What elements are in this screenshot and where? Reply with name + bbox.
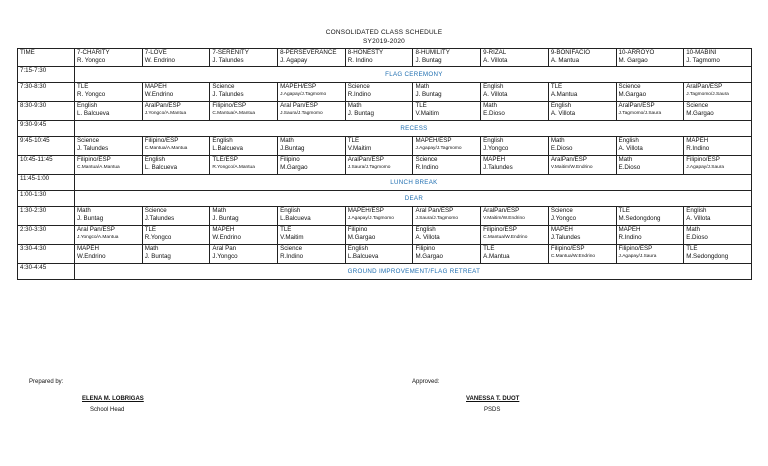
section-adviser: J. Talundes (212, 57, 244, 64)
teacher: R.Indino (415, 164, 439, 171)
section-header (413, 49, 481, 67)
subject: MAPEH (483, 156, 506, 163)
schedule-cell (684, 207, 752, 226)
subject: Math (347, 102, 362, 109)
subject: TLE (618, 207, 630, 214)
teacher: J.Talundes (550, 234, 581, 241)
row-time: 9:45-10:45 (18, 137, 75, 156)
subject: English (280, 207, 301, 214)
schedule-cell (142, 102, 210, 121)
teacher: A.Mantua (483, 253, 510, 260)
band-time: 1:00-1:30 (18, 191, 75, 207)
section-name: 10-ARROYO (618, 49, 655, 56)
schedule-cell (278, 83, 346, 102)
subject: English (212, 137, 233, 144)
band-row-flag_ceremony (18, 67, 752, 83)
band-label: LUNCH BREAK (75, 175, 752, 191)
subject: English (618, 137, 639, 144)
teacher: L.Balcueva (280, 215, 311, 222)
school-year: SY2019-2020 (363, 38, 405, 45)
subject: TLE (347, 137, 360, 144)
teacher: V.Maitim (280, 234, 304, 241)
teacher: J. Buntag (347, 110, 374, 117)
band-label: DEAR (75, 191, 752, 207)
teacher: J. Talundes (212, 91, 244, 98)
schedule-cell (345, 137, 413, 156)
schedule-cell (481, 102, 549, 121)
subject: English (77, 102, 98, 109)
subject: Science (415, 156, 438, 163)
subject: Aral Pan/ESP (415, 207, 454, 214)
section-header (616, 49, 684, 67)
teacher: J.Yongco/A.Mantua (77, 235, 119, 240)
subject: MAPEH (618, 226, 641, 233)
schedule-cell (481, 137, 549, 156)
teacher: A. Villota (415, 234, 440, 241)
band-row-lunch (18, 175, 752, 191)
section-adviser: R. Indino (347, 57, 373, 64)
schedule-cell (75, 245, 143, 264)
schedule-cell (548, 245, 616, 264)
teacher: R.Indino (280, 253, 304, 260)
schedule-cell (481, 156, 549, 175)
subject: Filipino/ESP (144, 137, 179, 144)
teacher: R. Yongco (77, 91, 106, 98)
subject: TLE (550, 83, 563, 90)
section-name: 8-HONESTY (347, 49, 384, 56)
schedule-table (17, 48, 752, 280)
section-name: 7-LOVE (144, 49, 167, 56)
schedule-cell (210, 137, 278, 156)
schedule-cell (142, 245, 210, 264)
band-label: GROUND IMPROVEMENT/FLAG RETREAT (75, 264, 752, 280)
section-header (278, 49, 346, 67)
teacher: A. Villota (550, 110, 576, 117)
schedule-cell (481, 226, 549, 245)
band-label: RECESS (75, 121, 752, 137)
teacher: A. Villota (618, 145, 643, 152)
section-name: 7-SERENITY (212, 49, 249, 56)
teacher: J. Buntag (212, 215, 239, 222)
subject: TLE (144, 226, 157, 233)
schedule-cell (210, 156, 278, 175)
schedule-row (18, 226, 752, 245)
teacher: V.Maitim (347, 145, 372, 152)
band-time: 11:45-1:00 (18, 175, 75, 191)
section-name: TIME (20, 49, 35, 56)
schedule-cell (413, 226, 481, 245)
schedule-cell (413, 245, 481, 264)
subject: Science (618, 83, 641, 90)
teacher: J.Yongco (212, 253, 238, 260)
subject: Math (550, 137, 565, 144)
teacher: J. Buntag (415, 91, 442, 98)
schedule-cell (684, 102, 752, 121)
section-name: 9-RIZAL (483, 49, 507, 56)
subject: English (686, 207, 707, 214)
teacher: C.Mantua/W.Endrino (550, 254, 596, 259)
teacher: E.Dioso (483, 110, 505, 117)
schedule-cell (481, 207, 549, 226)
schedule-cell (142, 156, 210, 175)
teacher: A.Mantua (550, 91, 578, 98)
section-name: 9-BONIFACIO (550, 49, 591, 56)
teacher: J. Buntag (144, 253, 171, 260)
schedule-cell (616, 83, 684, 102)
schedule-cell (548, 102, 616, 121)
subject: Aral Pan/ESP (280, 102, 318, 109)
schedule-cell (75, 102, 143, 121)
row-time: 7:30-8:30 (18, 83, 75, 102)
teacher: J.Tagmomo/J.Saura (618, 111, 662, 116)
teacher: J.Saura/J.Tagmomo (347, 165, 391, 170)
row-time: 2:30-3:30 (18, 226, 75, 245)
subject: MAPEH (212, 226, 235, 233)
subject: Science (77, 137, 100, 144)
schedule-cell (278, 245, 346, 264)
schedule-cell (345, 83, 413, 102)
schedule-cell (413, 137, 481, 156)
section-adviser: A. Villota (483, 57, 508, 64)
teacher: V.Maitim/W.Endrino (483, 216, 525, 221)
subject: AralPan/ESP (483, 207, 520, 214)
subject: MAPEH/ESP (347, 207, 384, 214)
subject: TLE (280, 226, 292, 233)
schedule-cell (75, 83, 143, 102)
teacher: R.Indino (347, 91, 371, 98)
schedule-cell (616, 156, 684, 175)
subject: English (415, 226, 436, 233)
subject: Filipino/ESP (550, 245, 585, 252)
subject: MAPEH (686, 137, 709, 144)
subject: AralPan/ESP (347, 156, 384, 163)
section-name: 7-CHARITY (77, 49, 110, 56)
subject: Math (618, 156, 633, 163)
schedule-cell (210, 83, 278, 102)
schedule-row (18, 156, 752, 175)
subject: Math (77, 207, 91, 214)
schedule-cell (413, 83, 481, 102)
teacher: J. Buntag (77, 215, 104, 222)
subject: MAPEH/ESP (415, 137, 452, 144)
teacher: J.Tagmomo/J.Saura (686, 92, 729, 97)
teacher: W.Endrino (77, 253, 106, 260)
subject: Math (212, 207, 227, 214)
teacher: E.Dioso (550, 145, 573, 152)
subject: TLE/ESP (212, 156, 238, 163)
subject: English (144, 156, 165, 163)
teacher: C.Mantua/A.Mantua (212, 111, 256, 116)
subject: TLE (77, 83, 89, 90)
schedule-cell (481, 83, 549, 102)
teacher: J.Talundes (483, 164, 513, 171)
teacher: J.Agapay/J.Tagmomo (280, 92, 327, 97)
teacher: M.Sedongdong (618, 215, 661, 222)
schedule-cell (684, 156, 752, 175)
band-row-recess (18, 121, 752, 137)
subject: TLE (483, 245, 495, 252)
schedule-cell (278, 207, 346, 226)
teacher: J.Yongco (550, 215, 577, 222)
teacher: M.Sedongdong (686, 253, 729, 260)
subject: English (347, 245, 369, 252)
section-name: 8-PERSEVERANCE (280, 49, 337, 56)
schedule-cell (616, 207, 684, 226)
band-label: FLAG CEREMONY (75, 67, 752, 83)
schedule-cell (616, 226, 684, 245)
subject: Science (280, 245, 303, 252)
subject: AralPan/ESP (686, 83, 723, 90)
subject: MAPEH (144, 83, 167, 90)
schedule-cell (684, 226, 752, 245)
schedule-cell (75, 226, 143, 245)
subject: Filipino/ESP (618, 245, 653, 252)
schedule-cell (616, 102, 684, 121)
band-row-dear (18, 191, 752, 207)
section-adviser: A. Mantua (550, 57, 580, 64)
section-header (481, 49, 549, 67)
section-header (142, 49, 210, 67)
section-name: 10-MABINI (686, 49, 717, 56)
teacher: R.Yongco (144, 234, 172, 241)
teacher: J.Agapay/J.Tagmomo (347, 216, 394, 221)
subject: Math (415, 83, 430, 90)
schedule-cell (210, 245, 278, 264)
approved-by-role: PSDS (484, 407, 501, 413)
schedule-row (18, 83, 752, 102)
schedule-cell (142, 207, 210, 226)
row-time: 1:30-2:30 (18, 207, 75, 226)
teacher: J.Yongco/A.Mantua (144, 111, 187, 116)
row-time: 8:30-9:30 (18, 102, 75, 121)
teacher: J.Saura/J.Tagmomo (415, 216, 459, 221)
subject: TLE (415, 102, 427, 109)
teacher: J.Agapay/J.Tagmomo (415, 146, 462, 151)
subject: Filipino/ESP (77, 156, 111, 163)
section-header (684, 49, 752, 67)
teacher: R.Yongco/A.Mantua (212, 165, 255, 170)
teacher: A. Villota (483, 91, 508, 98)
schedule-cell (413, 102, 481, 121)
schedule-row (18, 102, 752, 121)
schedule-cell (210, 226, 278, 245)
schedule-cell (616, 137, 684, 156)
schedule-cell (345, 245, 413, 264)
section-header (210, 49, 278, 67)
teacher: J.Agapay/J.Saura (618, 254, 657, 259)
section-adviser: J. Agapay (280, 57, 308, 64)
subject: AralPan/ESP (618, 102, 655, 109)
teacher: W.Endrino (144, 91, 174, 98)
document-title: CONSOLIDATED CLASS SCHEDULE (325, 29, 443, 36)
schedule-cell (548, 207, 616, 226)
schedule-row (18, 207, 752, 226)
teacher: J.Saura/J.Tagmomo (280, 111, 323, 116)
teacher: L. Balcueva (144, 164, 178, 171)
prepared-by-role: School Head (90, 407, 125, 413)
time-column-header (18, 49, 75, 67)
teacher: M.Gargao (686, 110, 714, 117)
section-adviser: M. Gargao (618, 57, 648, 64)
band-time: 9:30-9:45 (18, 121, 75, 137)
subject: Science (212, 83, 235, 90)
schedule-cell (481, 245, 549, 264)
schedule-cell (684, 83, 752, 102)
teacher: C.Mantua/A.Mantua (144, 146, 188, 151)
row-time: 10:45-11:45 (18, 156, 75, 175)
schedule-cell (345, 156, 413, 175)
schedule-cell (345, 207, 413, 226)
schedule-cell (548, 156, 616, 175)
subject: English (483, 83, 504, 90)
schedule-cell (142, 226, 210, 245)
section-adviser: R. Yongco (77, 57, 106, 64)
subject: TLE (686, 245, 698, 252)
section-header (548, 49, 616, 67)
band-time: 7:15-7:30 (18, 67, 75, 83)
subject: AralPan/ESP (550, 156, 587, 163)
teacher: J. Talundes (77, 145, 109, 152)
subject: Filipino (347, 226, 368, 233)
teacher: J.Buntag (280, 145, 305, 152)
approved-by-name: VANESSA T. DUOT (466, 396, 520, 402)
schedule-cell (278, 137, 346, 156)
teacher: J.Talundes (144, 215, 175, 222)
row-time: 3:30-4:30 (18, 245, 75, 264)
teacher: W.Endrino (212, 234, 241, 241)
schedule-row (18, 137, 752, 156)
subject: MAPEH/ESP (280, 83, 317, 90)
section-adviser: J. Buntag (415, 57, 442, 64)
teacher: R.Indino (686, 145, 710, 152)
teacher: L.Balcueva (347, 253, 379, 260)
schedule-cell (278, 226, 346, 245)
subject: MAPEH (77, 245, 100, 252)
schedule-cell (684, 137, 752, 156)
subject: Aral Pan (212, 245, 237, 252)
subject: Filipino (415, 245, 436, 252)
subject: English (550, 102, 572, 109)
teacher: E.Dioso (686, 234, 708, 241)
teacher: M.Gargao (347, 234, 376, 241)
teacher: E.Dioso (618, 164, 641, 171)
schedule-cell (142, 83, 210, 102)
subject: Science (144, 207, 167, 214)
section-adviser: W. Endrino (144, 57, 175, 64)
section-name: 8-HUMILITY (415, 49, 450, 56)
teacher: M.Gargao (280, 164, 308, 171)
section-adviser: J. Tagmomo (686, 57, 720, 64)
subject: MAPEH (550, 226, 573, 233)
header-row (18, 49, 752, 67)
subject: English (483, 137, 504, 144)
subject: Science (686, 102, 709, 109)
schedule-cell (278, 156, 346, 175)
schedule-cell (548, 226, 616, 245)
teacher: V.Maitim (415, 110, 439, 117)
teacher: M.Gargao (415, 253, 443, 260)
schedule-cell (413, 156, 481, 175)
schedule-cell (548, 83, 616, 102)
teacher: L. Balcueva (77, 110, 110, 117)
subject: Science (550, 207, 573, 214)
schedule-cell (75, 207, 143, 226)
approved-by-label: Approved: (412, 379, 440, 385)
schedule-cell (616, 245, 684, 264)
subject: Science (347, 83, 370, 90)
teacher: R.Indino (618, 234, 642, 241)
teacher: C.Mantua/A.Mantua (77, 165, 120, 170)
prepared-by-name: ELENA M. LOBRIGAS (82, 396, 144, 402)
schedule-cell (345, 226, 413, 245)
teacher: A. Villota (686, 215, 711, 222)
subject: Math (483, 102, 497, 109)
subject: Math (144, 245, 159, 252)
teacher: L.Balcueva (212, 145, 243, 152)
teacher: M.Gargao (618, 91, 647, 98)
band-row-retreat (18, 264, 752, 280)
schedule-cell (75, 156, 143, 175)
subject: Aral Pan/ESP (77, 226, 115, 233)
subject: Filipino (280, 156, 300, 163)
schedule-cell (548, 137, 616, 156)
schedule-cell (142, 137, 210, 156)
subject: Math (280, 137, 294, 144)
schedule-cell (684, 245, 752, 264)
band-time: 4:30-4:45 (18, 264, 75, 280)
schedule-cell (210, 102, 278, 121)
prepared-by-label: Prepared by: (29, 379, 64, 385)
schedule-cell (345, 102, 413, 121)
subject: AralPan/ESP (144, 102, 181, 109)
subject: Math (686, 226, 700, 233)
schedule-cell (75, 137, 143, 156)
subject: Filipino/ESP (483, 226, 517, 233)
schedule-cell (210, 207, 278, 226)
schedule-cell (413, 207, 481, 226)
teacher: V.Maitim/W.Endrino (550, 165, 593, 170)
schedule-row (18, 245, 752, 264)
teacher: J.Yongco (483, 145, 509, 152)
subject: Filipino/ESP (212, 102, 247, 109)
section-header (345, 49, 413, 67)
schedule-cell (278, 102, 346, 121)
teacher: J.Agapay/J.Saura (686, 165, 725, 170)
subject: Filipino/ESP (686, 156, 720, 163)
section-header (75, 49, 143, 67)
teacher: C.Mantua/W.Endrino (483, 235, 528, 240)
